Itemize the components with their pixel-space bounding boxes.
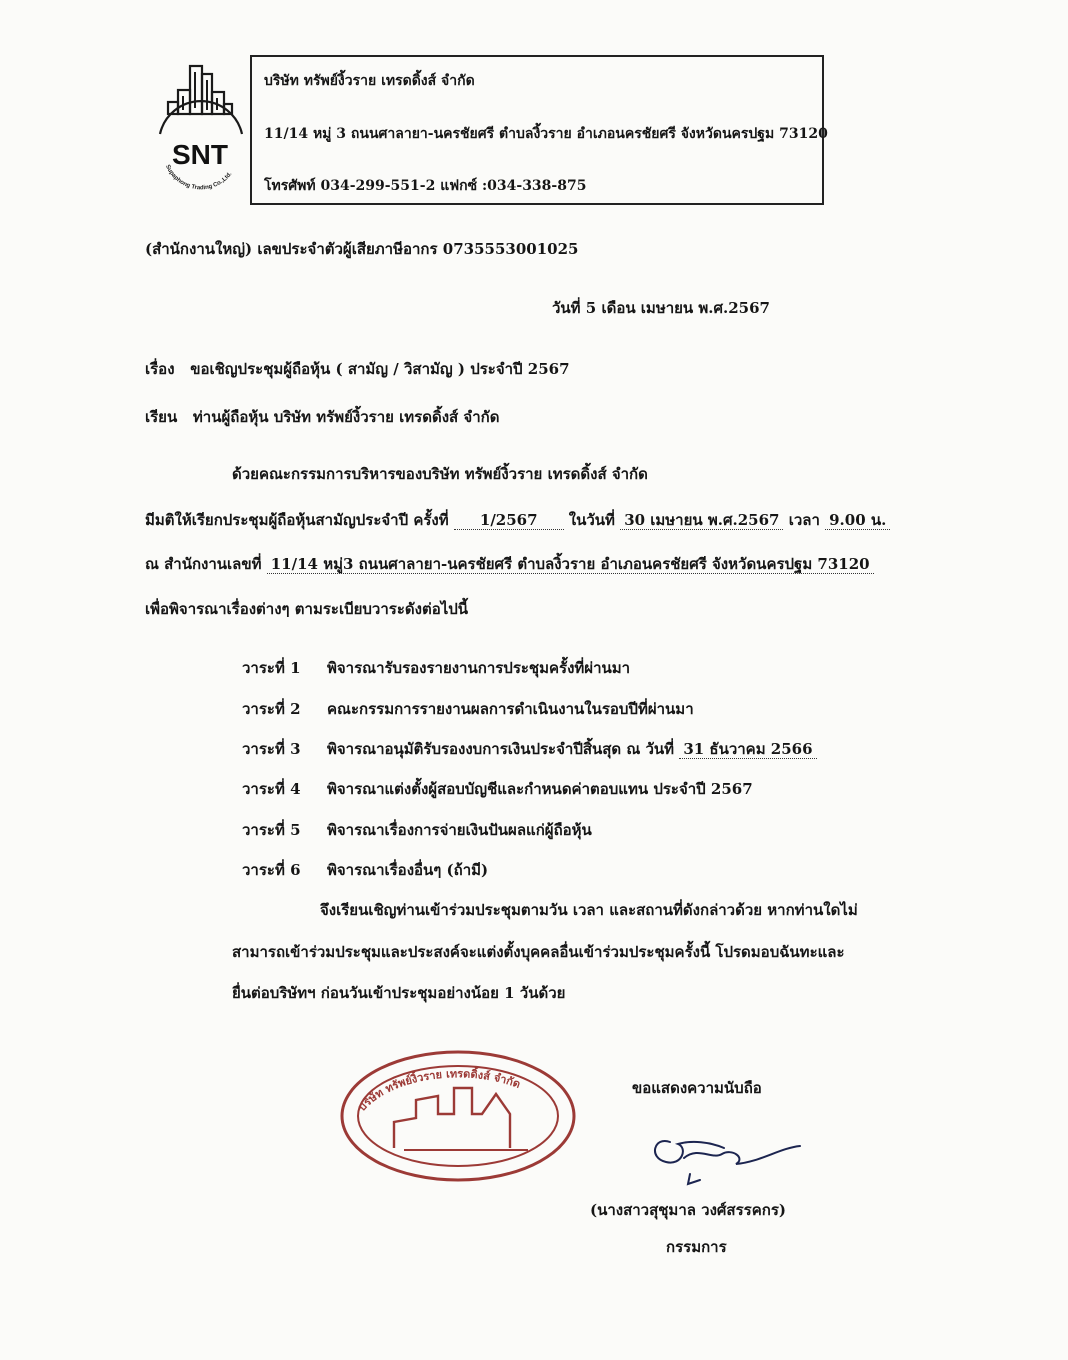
agenda-item [242, 858, 488, 882]
venue-prefix: ณ สำนักงานเลขที่ [145, 555, 262, 573]
tax-id-line: (สำนักงานใหญ่) เลขประจำตัวผู้เสียภาษีอากร 0735553001025 [145, 240, 579, 258]
agenda-number: วาระที่ 4 [242, 780, 301, 798]
agenda-text: พิจารณาแต่งตั้งผู้สอบบัญชีและกำหนดค่าตอบแทน ประจำปี 2567 [327, 780, 753, 798]
venue-line [145, 552, 874, 576]
recipient-line [145, 405, 499, 429]
company-header-box [250, 55, 828, 205]
agenda-text: พิจารณาเรื่องการจ่ายเงินปันผลแก่ผู้ถือหุ้น [327, 821, 592, 839]
agenda-item [242, 777, 753, 801]
agenda-number: วาระที่ 6 [242, 861, 301, 879]
agenda-text: คณะกรรมการรายงานผลการดำเนินงานในรอบปีที่ผ่านมา [327, 700, 694, 718]
signatory-name: (นางสาวสุชุมาล วงศ์สรรคกร) [590, 1201, 786, 1219]
subject-label: เรื่อง [145, 360, 175, 378]
resolution-prefix: มีมติให้เรียกประชุมผู้ถือหุ้นสามัญประจำปี ครั้งที่ [145, 511, 449, 529]
handwritten-signature [640, 1118, 810, 1188]
agenda-item [242, 697, 694, 721]
company-name: บริษัท ทรัพย์งิ้วราย เทรดดิ้งส์ จำกัด [264, 73, 475, 89]
subject-text: ขอเชิญประชุมผู้ถือหุ้น ( สามัญ / วิสามัญ ) ประจำปี 2567 [190, 360, 570, 378]
regards-text: ขอแสดงความนับถือ [632, 1079, 762, 1097]
recipient-label: เรียน [145, 408, 178, 426]
agenda-text: พิจารณาเรื่องอื่นๆ (ถ้ามี) [327, 861, 489, 879]
closing-line-2: สามารถเข้าร่วมประชุมและประสงค์จะแต่งตั้งบุคคลอื่นเข้าร่วมประชุมครั้งนี้ โปรดมอบฉันทะและ [232, 943, 845, 961]
meeting-number: 1/2567 [454, 511, 564, 530]
logo-subtext: Supaphong Trading Co.,Ltd. [163, 164, 234, 190]
meeting-time-label: เวลา [788, 511, 820, 529]
agenda-item [242, 818, 592, 842]
body-intro: ด้วยคณะกรรมการบริหารของบริษัท ทรัพย์งิ้วราย เทรดดิ้งส์ จำกัด [232, 465, 648, 483]
agenda-item [242, 656, 630, 680]
agenda-text: พิจารณาอนุมัติรับรองงบการเงินประจำปีสิ้นสุด ณ วันที่ [327, 740, 675, 758]
company-stamp [338, 1048, 578, 1184]
agenda-number: วาระที่ 1 [242, 659, 301, 677]
recipient-text: ท่านผู้ถือหุ้น บริษัท ทรัพย์งิ้วราย เทรดดิ้งส์ จำกัด [192, 408, 500, 426]
letter-date: วันที่ 5 เดือน เมษายน พ.ศ.2567 [552, 299, 770, 317]
agenda-fiscal-date: 31 ธันวาคม 2566 [679, 740, 816, 759]
agenda-item [242, 737, 817, 761]
subject-line [145, 357, 570, 381]
agenda-intro: เพื่อพิจารณาเรื่องต่างๆ ตามระเบียบวาระดังต่อไปนี้ [145, 600, 469, 618]
company-address: 11/14 หมู่ 3 ถนนศาลายา-นครชัยศรี ตำบลงิ้วราย อำเภอนครชัยศรี จังหวัดนครปฐม 73120 [264, 126, 828, 142]
closing-line-1: จึงเรียนเชิญท่านเข้าร่วมประชุมตามวัน เวลา และสถานที่ดังกล่าวด้วย หากท่านใดไม่ [320, 901, 858, 919]
meeting-date-label: ในวันที่ [568, 511, 615, 529]
company-logo [150, 60, 250, 190]
closing-line-3: ยื่นต่อบริษัทฯ ก่อนวันเข้าประชุมอย่างน้อย 1 วันด้วย [232, 984, 566, 1002]
stamp-text: บริษัท ทรัพย์งิ้วราย เทรดดิ้งส์ จำกัด [355, 1067, 523, 1114]
logo-text: SNT [172, 139, 228, 170]
agenda-number: วาระที่ 3 [242, 740, 301, 758]
agenda-text: พิจารณารับรองรายงานการประชุมครั้งที่ผ่านมา [327, 659, 631, 677]
meeting-date: 30 เมษายน พ.ศ.2567 [620, 511, 783, 530]
signatory-position: กรรมการ [666, 1238, 727, 1256]
meeting-time: 9.00 น. [825, 511, 890, 530]
agenda-number: วาระที่ 2 [242, 700, 301, 718]
venue-address: 11/14 หมู่3 ถนนศาลายา-นครชัยศรี ตำบลงิ้วราย อำเภอนครชัยศรี จังหวัดนครปฐม 73120 [267, 555, 874, 574]
resolution-line [145, 508, 890, 532]
agenda-number: วาระที่ 5 [242, 821, 301, 839]
company-phone: โทรศัพท์ 034-299-551-2 แฟกซ์ :034-338-875 [264, 178, 587, 194]
